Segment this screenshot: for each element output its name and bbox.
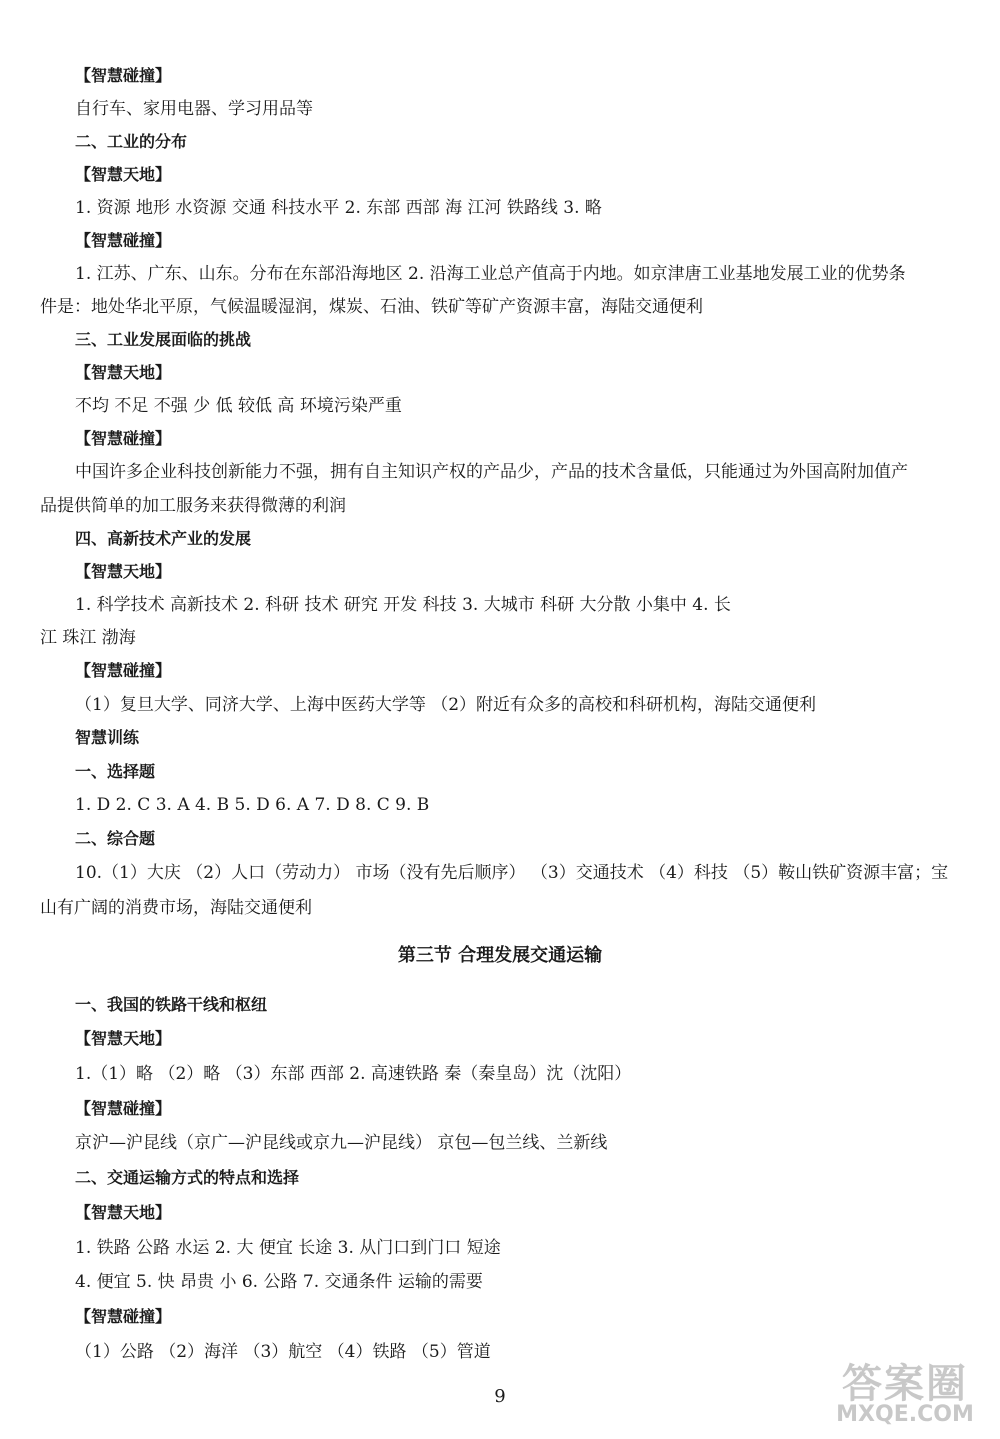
section-heading: 二、交通运输方式的特点和选择 [75, 1168, 300, 1187]
section-label: 【智慧天地】 [75, 363, 172, 382]
section-heading: 二、综合题 [75, 829, 156, 848]
answer-text: 1.（1）略 （2）略 （3）东部 西部 2. 高速铁路 秦（秦皇岛）沈（沈阳） [75, 1064, 632, 1084]
answer-text: 京沪—沪昆线（京广—沪昆线或京九—沪昆线） 京包—包兰线、兰新线 [75, 1133, 608, 1153]
section-label: 【智慧天地】 [75, 1203, 172, 1222]
watermark-bottom-text: MXQE.COM [836, 1402, 974, 1427]
answer-text: 山有广阔的消费市场，海陆交通便利 [40, 898, 312, 918]
watermark-logo [820, 1352, 990, 1432]
answer-text: 1. 科学技术 高新技术 2. 科研 技术 研究 开发 科技 3. 大城市 科研 大分散 小集中 4. 长 [75, 595, 731, 615]
section-label: 【智慧天地】 [75, 1029, 172, 1048]
answer-text: 4. 便宜 5. 快 昂贵 小 6. 公路 7. 交通条件 运输的需要 [75, 1272, 483, 1292]
answer-text: 1. D 2. C 3. A 4. B 5. D 6. A 7. D 8. C 9. B [75, 795, 430, 815]
page-number: 9 [494, 1386, 506, 1407]
section-heading: 四、高新技术产业的发展 [75, 529, 252, 548]
watermark-top-text: 答案圈 [842, 1361, 968, 1407]
section-heading: 二、工业的分布 [75, 132, 188, 151]
section-label: 【智慧碰撞】 [75, 1307, 172, 1326]
section-heading: 智慧训练 [75, 728, 140, 747]
section-heading: 一、选择题 [75, 762, 156, 781]
answer-text: 1. 资源 地形 水资源 交通 科技水平 2. 东部 西部 海 江河 铁路线 3. 略 [75, 198, 602, 218]
answer-text: 件是：地处华北平原，气候温暖湿润，煤炭、石油、铁矿等矿产资源丰富，海陆交通便利 [40, 297, 703, 317]
answer-text: 1. 江苏、广东、山东。分布在东部沿海地区 2. 沿海工业总产值高于内地。如京津唐工业基地发展工业的优势条 [75, 264, 906, 284]
section-heading: 一、我国的铁路干线和枢纽 [75, 995, 268, 1014]
chapter-title: 第三节 合理发展交通运输 [397, 945, 603, 966]
section-label: 【智慧碰撞】 [75, 231, 172, 250]
section-label: 【智慧天地】 [75, 562, 172, 581]
section-label: 【智慧碰撞】 [75, 1099, 172, 1118]
answer-text: 1. 铁路 公路 水运 2. 大 便宜 长途 3. 从门口到门口 短途 [75, 1238, 501, 1258]
section-label: 【智慧碰撞】 [75, 429, 172, 448]
answer-text: 品提供简单的加工服务来获得微薄的利润 [40, 496, 346, 516]
section-label: 【智慧碰撞】 [75, 66, 172, 85]
answer-text: 自行车、家用电器、学习用品等 [75, 99, 313, 119]
answer-text: 10.（1）大庆 （2）人口（劳动力） 市场（没有先后顺序） （3）交通技术 （4）科技 （5）鞍山铁矿资源丰富；宝 [75, 863, 949, 883]
section-label: 【智慧碰撞】 [75, 661, 172, 680]
answer-text: 中国许多企业科技创新能力不强，拥有自主知识产权的产品少，产品的技术含量低，只能通过为外国高附加值产 [75, 462, 908, 482]
answer-text: （1）公路 （2）海洋 （3）航空 （4）铁路 （5）管道 [75, 1342, 491, 1362]
section-heading: 三、工业发展面临的挑战 [75, 330, 252, 349]
answer-text: 不均 不足 不强 少 低 较低 高 环境污染严重 [75, 396, 402, 416]
answer-text: （1）复旦大学、同济大学、上海中医药大学等 （2）附近有众多的高校和科研机构，海陆交通便利 [75, 695, 817, 715]
section-label: 【智慧天地】 [75, 165, 172, 184]
answer-text: 江 珠江 渤海 [40, 628, 136, 648]
